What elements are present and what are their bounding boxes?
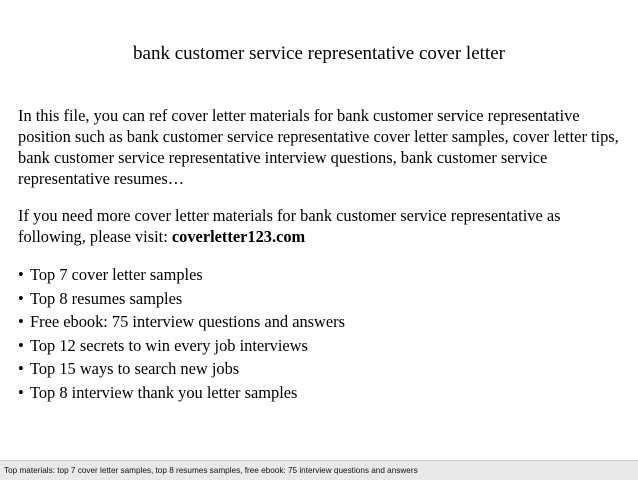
list-item [18,357,618,381]
materials-list [18,263,618,404]
more-info-paragraph [18,205,630,247]
list-item [18,263,618,287]
more-info-text: If you need more cover letter materials for bank customer service representative as following, please visit: [18,206,561,246]
footer-text: Top materials: top 7 cover letter samples, top 8 resumes samples, free ebook: 75 interview questions and answers [4,466,418,475]
list-item [18,287,618,311]
bullet-icon: • [18,265,24,284]
list-item-label: Top 8 resumes samples [30,288,183,308]
bullet-icon: • [18,335,24,355]
list-item-label: Free ebook: 75 interview questions and answers [30,312,345,331]
intro-paragraph: In this file, you can ref cover letter materials for bank customer service representative position such as bank customer service representative cover letter samples, cover letter tips, bank customer service representative interview questions, bank customer service representative resumes… [18,106,619,188]
document-title: bank customer service representative cover letter [133,43,505,64]
list-item-label: Top 12 secrets to win every job interviews [30,335,308,355]
bullet-icon: • [18,359,24,378]
list-item-label: Top 8 interview thank you letter samples [30,382,298,402]
bullet-icon: • [18,382,24,402]
list-item-label: Top 7 cover letter samples [30,265,203,284]
footer-bar [0,460,638,480]
bullet-icon: • [18,288,24,308]
website-link[interactable]: coverletter123.com [171,227,306,246]
list-item-label: Top 15 ways to search new jobs [30,359,240,378]
list-item [18,381,618,405]
bullet-icon: • [18,312,24,331]
list-item [18,310,618,334]
list-item [18,334,618,358]
